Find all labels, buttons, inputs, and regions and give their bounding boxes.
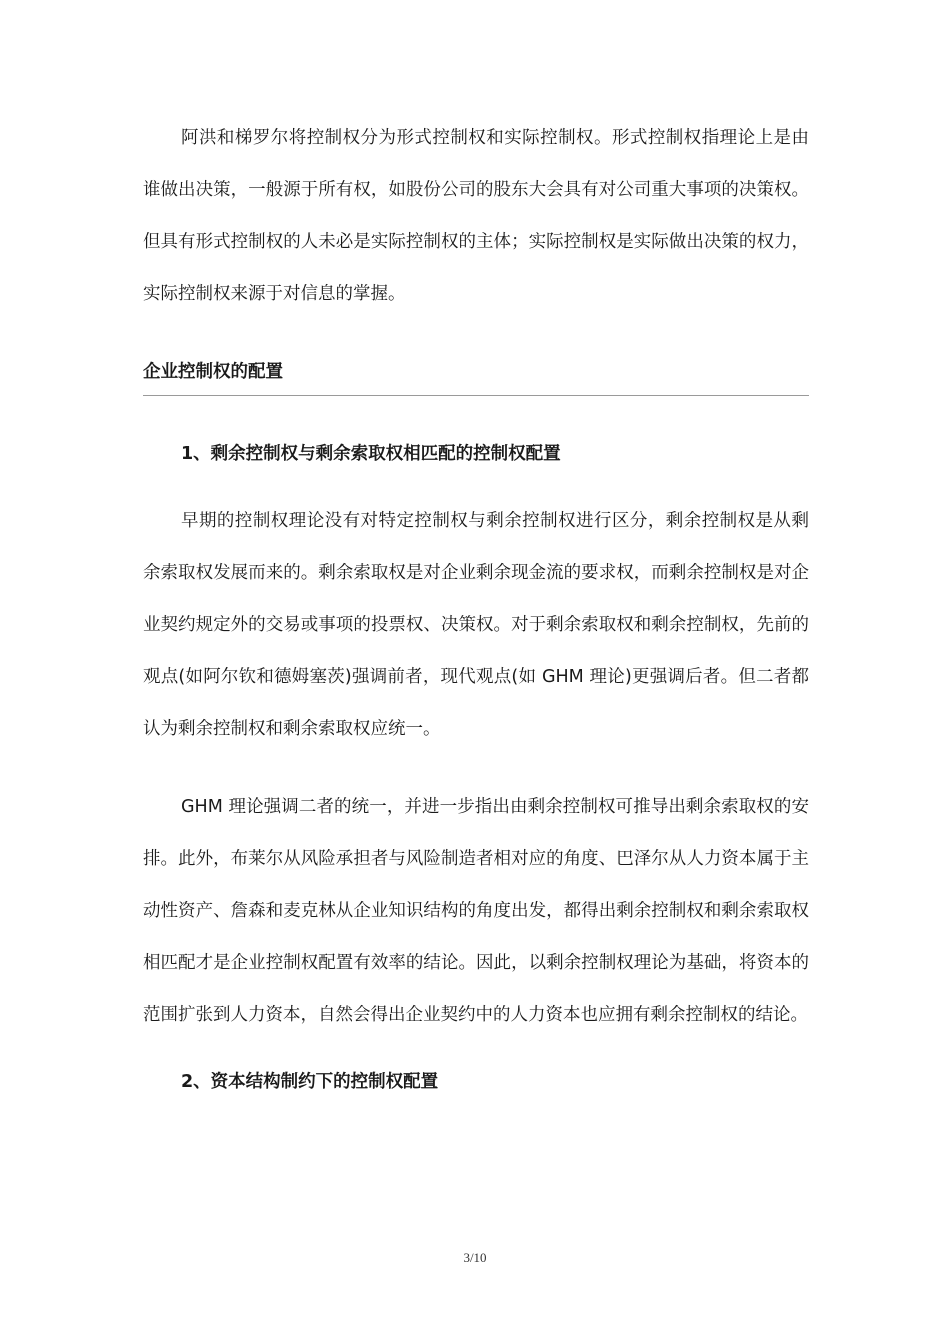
- subheading-residual-control: 1、剩余控制权与剩余索取权相匹配的控制权配置: [181, 444, 561, 464]
- section-heading: 企业控制权的配置: [143, 362, 283, 382]
- section-divider: [143, 395, 809, 396]
- paragraph-ghm-theory: GHM 理论强调二者的统一，并进一步指出由剩余控制权可推导出剩余索取权的安排。此外，布莱尔从风险承担者与风险制造者相对应的角度、巴泽尔从人力资本属于主动性资产、詹森和麦克林从企业知识结构的角度出发，都得出剩余控制权和剩余索取权相匹配才是企业控制权配置有效率的结论。因此，以剩余控制权理论为基础，将资本的范围扩张到人力资本，自然会得出企业契约中的人力资本也应拥有剩余控制权的结论。: [143, 797, 809, 1025]
- page-number: 3/10: [463, 1250, 487, 1265]
- paragraph-early-theory: 早期的控制权理论没有对特定控制权与剩余控制权进行区分，剩余控制权是从剩余索取权发展而来的。剩余索取权是对企业剩余现金流的要求权，而剩余控制权是对企业契约规定外的交易或事项的投票权、决策权。对于剩余索取权和剩余控制权，先前的观点(如阿尔钦和德姆塞茨)强调前者，现代观点(如 GHM 理论)更强调后者。但二者都认为剩余控制权和剩余索取权应统一。: [143, 511, 809, 739]
- paragraph-control-rights-definition: 阿洪和梯罗尔将控制权分为形式控制权和实际控制权。形式控制权指理论上是由谁做出决策，一般源于所有权，如股份公司的股东大会具有对公司重大事项的决策权。但具有形式控制权的人未必是实际控制权的主体；实际控制权是实际做出决策的权力，实际控制权来源于对信息的掌握。: [143, 128, 809, 304]
- document-body: [143, 112, 809, 1096]
- subheading-capital-structure: 2、资本结构制约下的控制权配置: [181, 1072, 439, 1092]
